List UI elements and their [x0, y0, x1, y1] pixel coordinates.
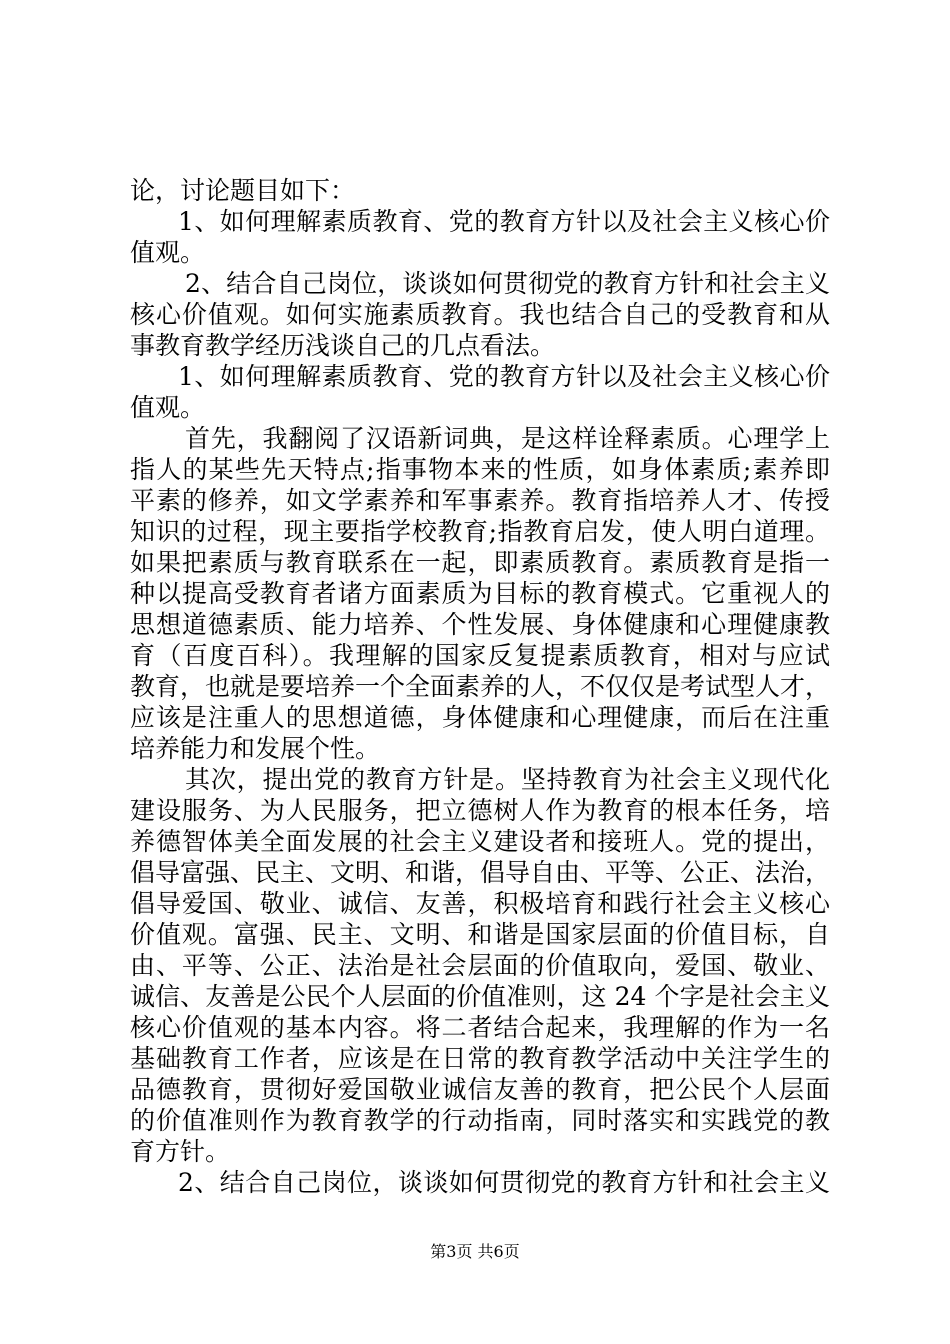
text-line: 思想道德素质、能力培养、个性发展、身体健康和心理健康教	[130, 610, 830, 639]
text-line: 1、如何理解素质教育、党的教育方针以及社会主义核心价	[178, 362, 830, 391]
text-line: 种以提高受教育者诸方面素质为目标的教育模式。它重视人的	[130, 579, 830, 608]
text-line: 基础教育工作者，应该是在日常的教育教学活动中关注学生的	[130, 1044, 830, 1073]
text-line: 倡导富强、民主、文明、和谐，倡导自由、平等、公正、法治，	[130, 858, 830, 887]
text-line: 倡导爱国、敬业、诚信、友善，积极培育和践行社会主义核心	[130, 889, 830, 918]
text-line: 事教育教学经历浅谈自己的几点看法。	[130, 331, 556, 360]
text-line: 平素的修养，如文学素养和军事素养。教育指培养人才、传授	[130, 486, 830, 515]
text-line: 诚信、友善是公民个人层面的价值准则，这 24 个字是社会主义	[130, 982, 830, 1011]
text-line: 指人的某些先天特点;指事物本来的性质，如身体素质;素养即	[130, 455, 830, 484]
text-line: 价值观。富强、民主、文明、和谐是国家层面的价值目标，自	[130, 920, 830, 949]
text-line: 知识的过程，现主要指学校教育;指教育启发，使人明白道理。	[130, 517, 830, 546]
text-line: 建设服务、为人民服务，把立德树人作为教育的根本任务，培	[130, 796, 830, 825]
text-line: 2、结合自己岗位，谈谈如何贯彻党的教育方针和社会主义	[185, 269, 830, 298]
text-line: 育（百度百科）。我理解的国家反复提素质教育，相对与应试	[130, 641, 830, 670]
text-line: 养德智体美全面发展的社会主义建设者和接班人。党的提出，	[130, 827, 830, 856]
text-line: 如果把素质与教育联系在一起，即素质教育。素质教育是指一	[130, 548, 830, 577]
body-text	[130, 175, 830, 1198]
text-line: 1、如何理解素质教育、党的教育方针以及社会主义核心价	[178, 207, 830, 236]
text-line: 核心价值观的基本内容。将二者结合起来，我理解的作为一名	[130, 1013, 830, 1042]
text-line: 值观。	[130, 238, 206, 267]
text-line: 由、平等、公正、法治是社会层面的价值取向，爱国、敬业、	[130, 951, 830, 980]
text-line: 应该是注重人的思想道德，身体健康和心理健康，而后在注重	[130, 703, 830, 732]
text-line: 2、结合自己岗位，谈谈如何贯彻党的教育方针和社会主义	[178, 1168, 830, 1197]
text-line: 的价值准则作为教育教学的行动指南，同时落实和实践党的教	[130, 1106, 830, 1135]
text-line: 培养能力和发展个性。	[130, 734, 381, 763]
text-line: 首先，我翻阅了汉语新词典，是这样诠释素质。心理学上	[185, 424, 830, 453]
text-line: 品德教育，贯彻好爱国敬业诚信友善的教育，把公民个人层面	[130, 1075, 830, 1104]
text-line: 核心价值观。如何实施素质教育。我也结合自己的受教育和从	[130, 300, 830, 329]
text-line: 育方针。	[130, 1137, 231, 1166]
text-line: 论，讨论题目如下：	[130, 176, 356, 205]
text-line: 教育，也就是要培养一个全面素养的人，不仅仅是考试型人才，	[130, 672, 830, 701]
text-line: 值观。	[130, 393, 206, 422]
text-line: 其次，提出党的教育方针是。坚持教育为社会主义现代化	[185, 765, 830, 794]
page-footer: 第3页 共6页	[430, 1242, 520, 1261]
